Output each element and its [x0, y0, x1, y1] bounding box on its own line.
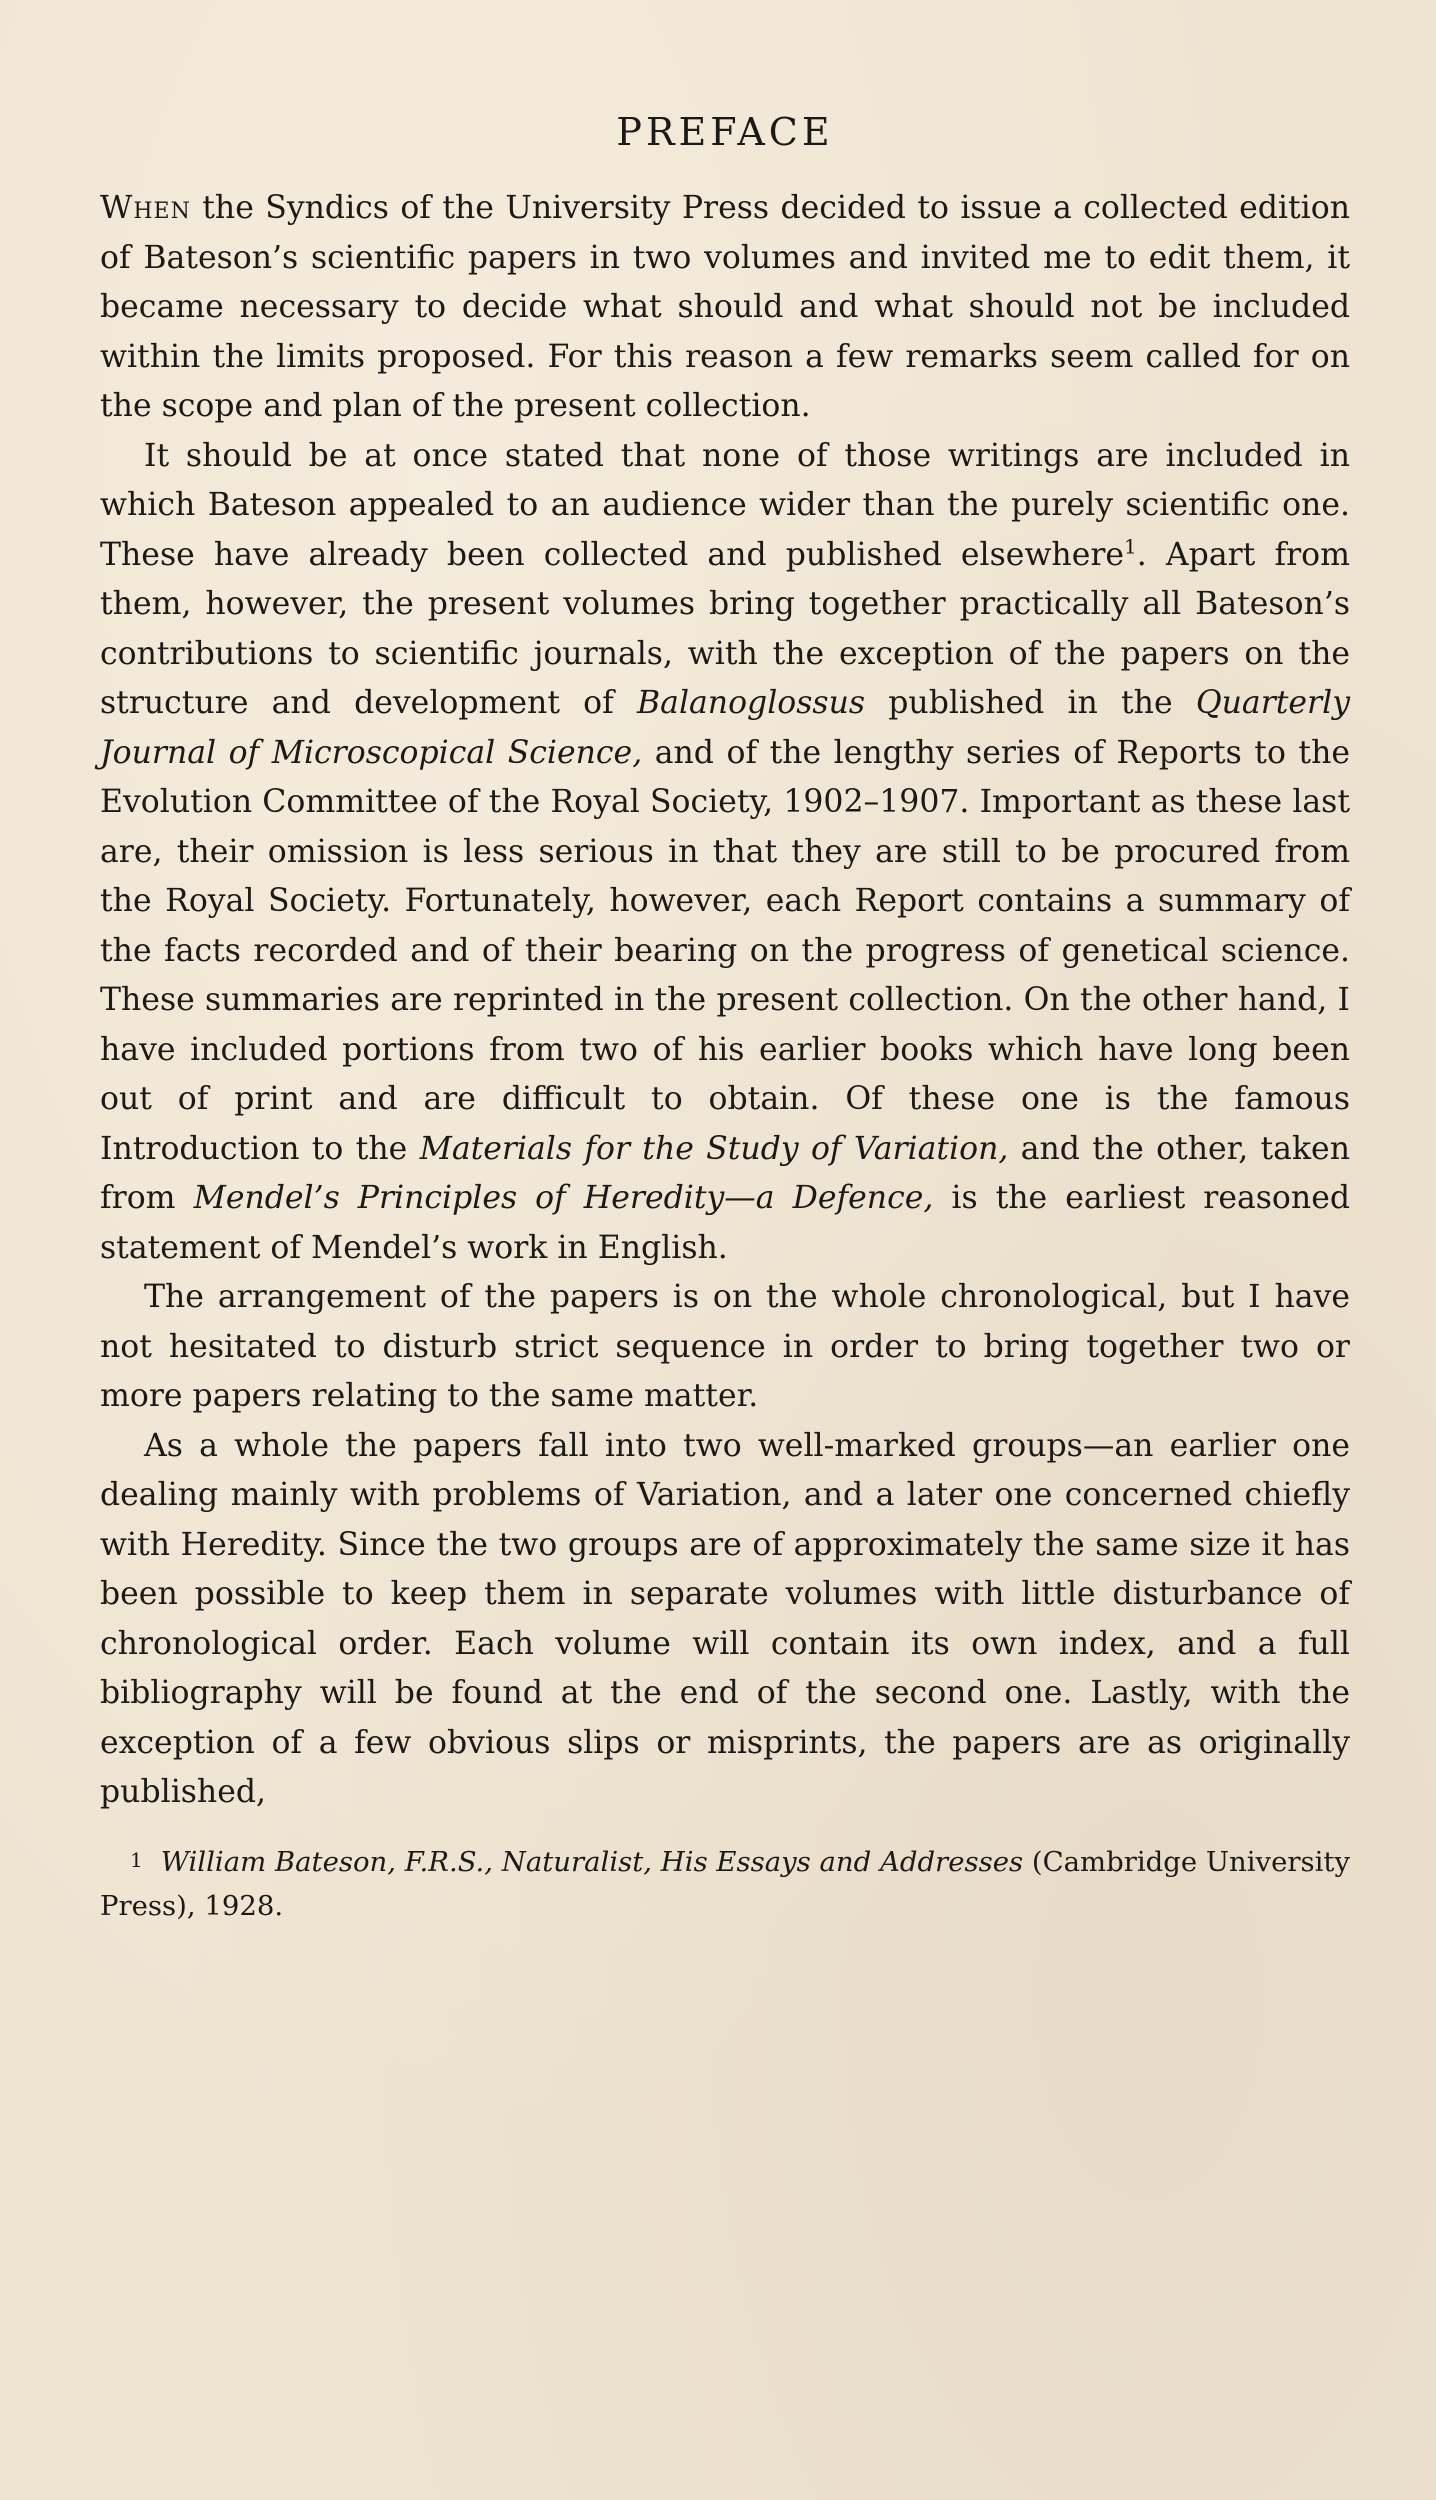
paragraph-text: the Syndics of the University Press decided to issue a collected edition of Bateson’s scientific papers in two volumes and invited me to edit them, it became necessary to decide what should and what should not be included within the limits proposed. For this reason a few remarks seem called for on the scope and plan of the present collection.: [100, 190, 1350, 424]
paragraph-lead-word: When: [100, 190, 191, 226]
paragraph-text: and of the lengthy series of Reports to the Evolution Committee of the Royal Society, 1902–1907. Important as these last are, their omission is less serious in that they are still to be procured from the Royal Society. Fortunately, however, each Report contains a summary of the facts recorded and of their bearing on the progress of genetical science. These summaries are reprinted in the present collection. On the other hand, I have included portions from two of his earlier books which have long been out of print and are difficult to obtain. Of these one is the famous Introduction to the: [100, 734, 1350, 1167]
italic-book-title-mendel: Mendel’s Principles of Heredity—a Defence,: [193, 1180, 934, 1216]
paragraph-text: published in the: [865, 685, 1196, 721]
paragraph-text: It should be at once stated that none of those writings are included in which Bateson appealed to an audience wider than the purely scientific one. These have already been collected and published elsewhere: [100, 437, 1350, 573]
paragraph-text: and the other, taken from: [100, 1130, 1350, 1216]
italic-journal-title: Quarterly Journal of Microscopical Science,: [100, 685, 1350, 771]
italic-title-balanoglossus: Balanoglossus: [637, 685, 866, 721]
footnote-reference: 1: [1124, 534, 1137, 558]
footnote-mark: 1: [130, 1847, 143, 1872]
footnote: [100, 1838, 1350, 1928]
page-title: PREFACE: [616, 110, 834, 154]
footnote-italic-title: William Bateson, F.R.S., Naturalist, His Essays and Addresses: [160, 1845, 1024, 1878]
paragraph-4: As a whole the papers fall into two well-marked groups—an earlier one dealing mainly with problems of Variation, and a later one concerned chiefly with Heredity. Since the two groups are of approximately the same size it has been possible to keep them in separate volumes with little disturbance of chronological order. Each volume will contain its own index, and a full bibliography will be found at the end of the second one. Lastly, with the exception of a few obvious slips or misprints, the papers are as originally published,: [100, 1427, 1350, 1810]
paragraph-text: . Apart from them, however, the present volumes bring together practically all Bateson’s contributions to scientific journals, with the exception of the papers on the structure and development of: [100, 536, 1351, 721]
footnote-text: (Cambridge University Press), 1928.: [100, 1845, 1350, 1922]
paragraph-2: [100, 432, 1350, 1274]
page: [100, 100, 1350, 1928]
paragraph-text: is the earliest reasoned statement of Mendel’s work in English.: [100, 1180, 1350, 1266]
italic-book-title-materials: Materials for the Study of Variation,: [419, 1130, 1009, 1167]
preface-body: [100, 184, 1350, 1818]
paragraph-3: The arrangement of the papers is on the whole chronological, but I have not hesitated to disturb strict sequence in order to bring together two or more papers relating to the same matter.: [100, 1279, 1350, 1414]
paragraph-1: [100, 184, 1350, 432]
